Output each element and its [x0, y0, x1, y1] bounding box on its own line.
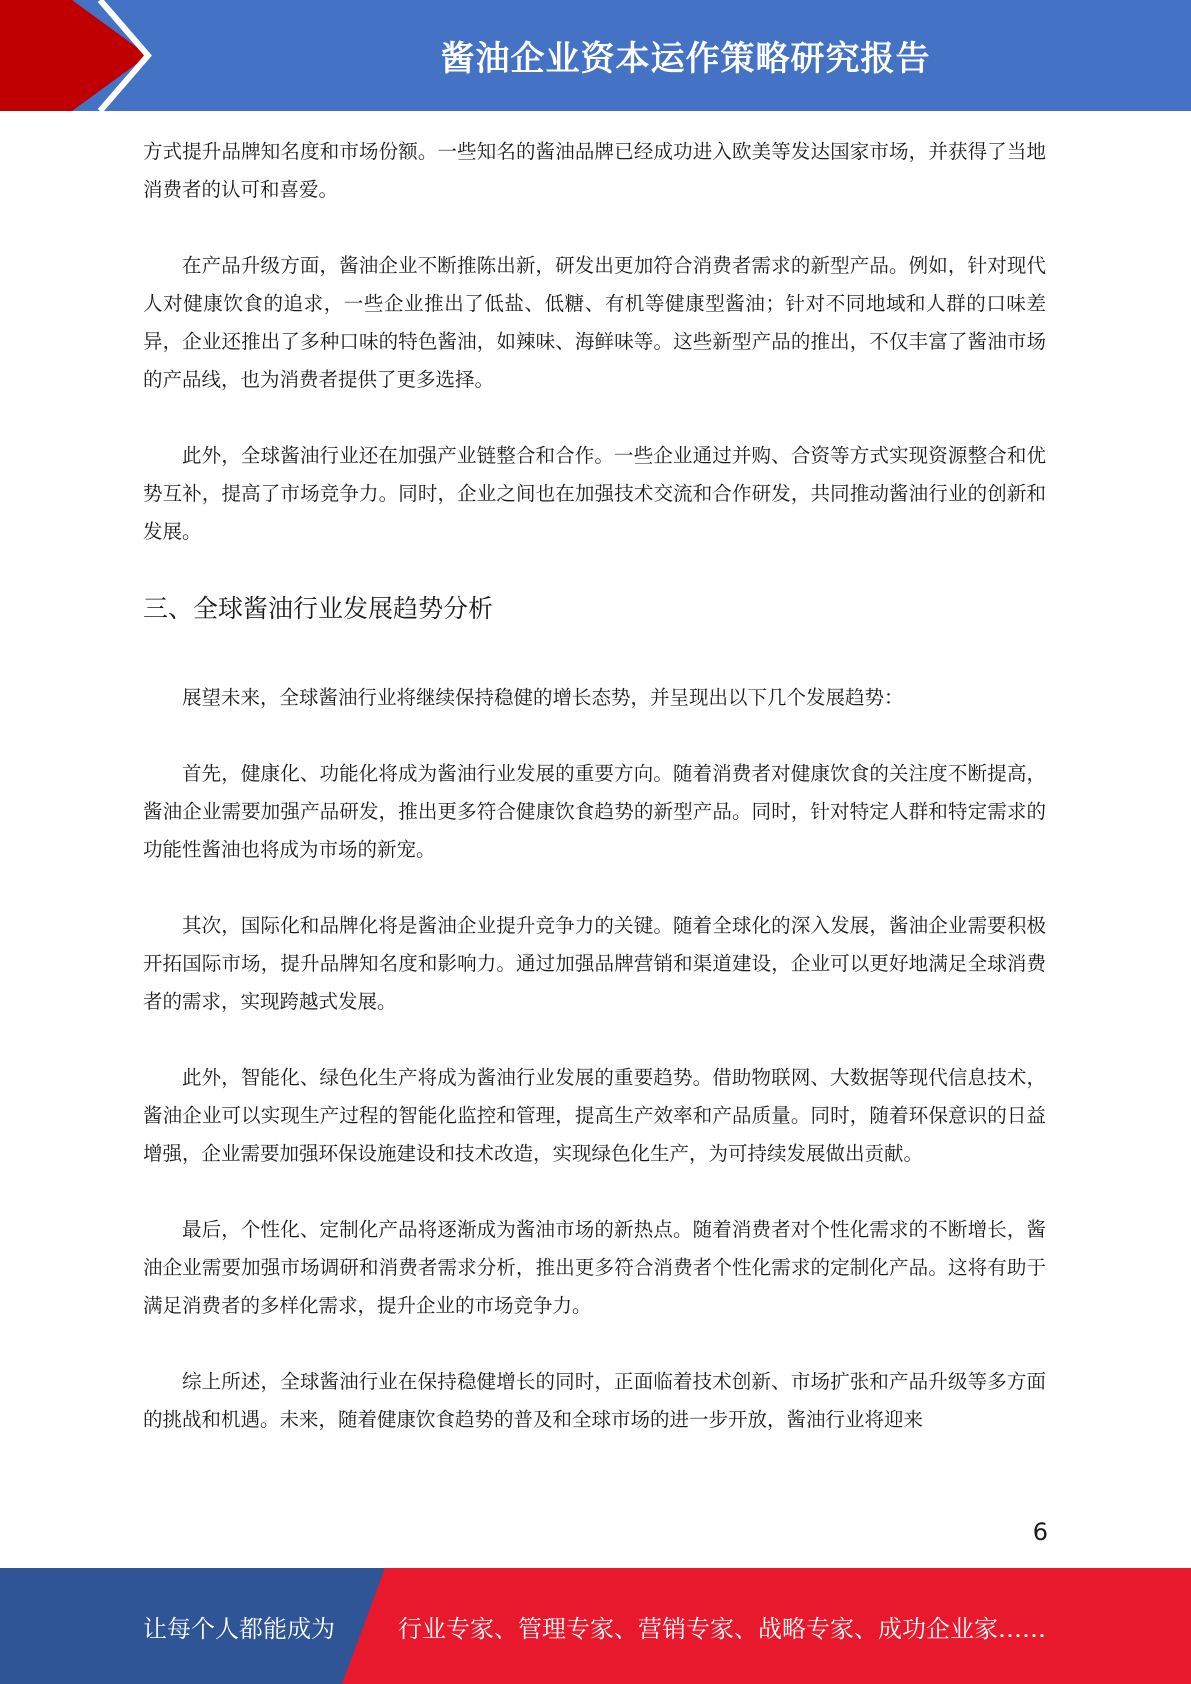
section-heading: 三、全球酱油行业发展趋势分析: [143, 594, 494, 623]
paragraph: 此外，全球酱油行业还在加强产业链整合和合作。一些企业通过并购、合资等方式实现资源整合和优势互补，提高了市场竞争力。同时，企业之间也在加强技术交流和合作研发，共同推动酱油行业的创新和发展。: [143, 444, 1046, 543]
document-title: 酱油企业资本运作策略研究报告: [440, 39, 931, 79]
page-number: 6: [1032, 1518, 1048, 1546]
footer-slogan-left: 让每个人都能成为: [143, 1614, 335, 1643]
paragraph: 方式提升品牌知名度和市场份额。一些知名的酱油品牌已经成功进入欧美等发达国家市场，并获得了当地消费者的认可和喜爱。: [143, 140, 1046, 201]
document-body: [143, 133, 1046, 1439]
page-header: [0, 0, 1191, 111]
paragraph: 其次，国际化和品牌化将是酱油企业提升竞争力的关键。随着全球化的深入发展，酱油企业需要积极开拓国际市场，提升品牌知名度和影响力。通过加强品牌营销和渠道建设，企业可以更好地满足全球消费者的需求，实现跨越式发展。: [143, 914, 1046, 1013]
paragraph: 首先，健康化、功能化将成为酱油行业发展的重要方向。随着消费者对健康饮食的关注度不断提高，酱油企业需要加强产品研发，推出更多符合健康饮食趋势的新型产品。同时，针对特定人群和特定需求的功能性酱油也将成为市场的新宠。: [143, 762, 1046, 861]
paragraph: 最后，个性化、定制化产品将逐渐成为酱油市场的新热点。随着消费者对个性化需求的不断增长，酱油企业需要加强市场调研和消费者需求分析，推出更多符合消费者个性化需求的定制化产品。这将有助于满足消费者的多样化需求，提升企业的市场竞争力。: [143, 1218, 1046, 1317]
paragraph: 在产品升级方面，酱油企业不断推陈出新，研发出更加符合消费者需求的新型产品。例如，针对现代人对健康饮食的追求，一些企业推出了低盐、低糖、有机等健康型酱油；针对不同地域和人群的口味差异，企业还推出了多种口味的特色酱油，如辣味、海鲜味等。这些新型产品的推出，不仅丰富了酱油市场的产品线，也为消费者提供了更多选择。: [143, 254, 1046, 391]
footer-slogan-right: 行业专家、管理专家、营销专家、战略专家、成功企业家……: [398, 1614, 1046, 1643]
header-arrow-decoration: [0, 0, 200, 111]
paragraph: 综上所述，全球酱油行业在保持稳健增长的同时，正面临着技术创新、市场扩张和产品升级等多方面的挑战和机遇。未来，随着健康饮食趋势的普及和全球市场的进一步开放，酱油行业将迎来: [143, 1370, 1046, 1431]
page-footer: [0, 1568, 1191, 1684]
paragraph: 展望未来，全球酱油行业将继续保持稳健的增长态势，并呈现出以下几个发展趋势：: [182, 686, 904, 709]
paragraph: 此外，智能化、绿色化生产将成为酱油行业发展的重要趋势。借助物联网、大数据等现代信息技术，酱油企业可以实现生产过程的智能化监控和管理，提高生产效率和产品质量。同时，随着环保意识的日益增强，企业需要加强环保设施建设和技术改造，实现绿色化生产，为可持续发展做出贡献。: [143, 1066, 1046, 1165]
